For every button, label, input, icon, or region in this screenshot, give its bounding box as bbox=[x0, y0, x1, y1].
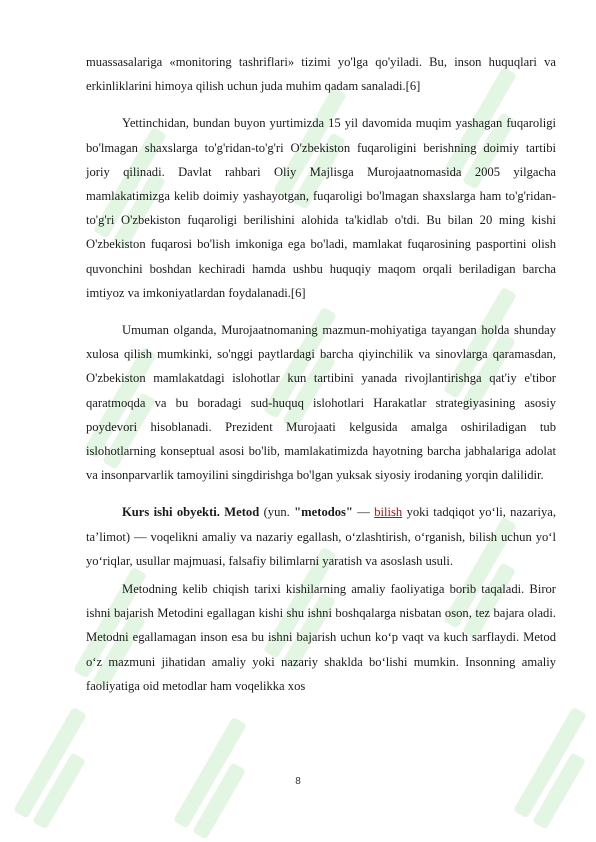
paragraph-conclusion: Umuman olganda, Murojaatnomaning mazmun-mohiyatiga tayangan holda shunday xulosa qilish mumkinki, so'nggi paytlardagi barcha qiyinchilik va sinovlarga qaramasdan, O'zbekiston mamlakatdagi islohotlar kun tartibini yanada rivojlantirishga qat'iy e'tibor qaratmoqda va bu boradagi sud-huquq islohotlari Harakatlar strategiyasining asosiy poydevori hisoblanadi. Prezident Murojaati kelgusida amalga oshiriladigan tub islohotlarning konseptual asosi bo'lib, mamlakatimizda hayotning barcha jabhalariga adolat va insonparvarlik tamoyilini singdirishga bo'lgan yuksak siyosiy irodaning yorqin dalilidir. bbox=[86, 323, 556, 483]
paragraph-seventh: Yettinchidan, bundan buyon yurtimizda 15 yil davomida muqim yashagan fuqaroligi bo'lmagan shaxslarga to'g'ridan-to'g'ri O'zbekiston fuqaroligini berishning doimiy tartibi joriy qilinadi. Davlat rahbari Oliy Majlisga Murojaatnomasida 2005 yilgacha mamlakatimizga kelib doimiy yashayotgan, fuqaroligi bo'lmagan shaxslarga ham to'g'ridan-to'g'ri O'zbekiston fuqaroligi berilishini alohida ta'kidlab o'tdi. Bu bilan 20 ming kishi O'zbekiston fuqarosi bo'lish imkoniga ega bo'ladi, mamlakat fuqarosining pasportini olish quvonchini boshdan kechiradi hamda ushbu huquqiy maqom orqali beriladigan barcha imtiyoz va imkoniyatlardan foydalanadi.[6] bbox=[86, 116, 556, 300]
course-object-heading: Kurs ishi obyekti. bbox=[122, 505, 220, 520]
document-page bbox=[86, 50, 556, 698]
paragraph-course-object bbox=[86, 500, 556, 573]
method-term: Metod bbox=[224, 505, 260, 520]
paragraph-method-history: Metodning kelib chiqish tarixi kishilarning amaliy faoliyatiga borib taqaladi. Biror ishni bajarish Metodini egallagan kishi shu ishni boshqalarga nisbatan oson, tez bajara oladi. Metodni egallamagan inson esa bu ishni bajarish uchun ko‘p vaqt va kuch sarflaydi. Metod o‘z mazmuni jihatidan amaliy yoki nazariy shaklda bo‘lishi mumkin. Insonning amaliy faoliyatiga oid metodlar ham voqelikka xos bbox=[86, 582, 556, 693]
paragraph-monitoring: muassasalariga «monitoring tashriflari» tizimi yo'lga qo'yiladi. Bu, inson huquqlari va erkinliklarini himoya qilish uchun juda muhim qadam sanaladi.[6] bbox=[86, 55, 556, 94]
page-number: 8 bbox=[295, 776, 301, 787]
method-language: (yun. bbox=[263, 505, 290, 520]
bilish-link[interactable]: bilish bbox=[374, 505, 403, 520]
method-origin: "metodos" bbox=[294, 505, 353, 520]
method-definition: yoki tadqiqot yo‘li, nazariya, ta’limot) — voqelikni amaliy va nazariy egallash, o‘zlashtirish, o‘rganish, bilish uchun yo‘l yo‘riqlar, usullar majmuasi, falsafiy bilimlarni yaratish va asoslash usuli. bbox=[86, 505, 556, 568]
method-dash: — bbox=[357, 505, 370, 520]
